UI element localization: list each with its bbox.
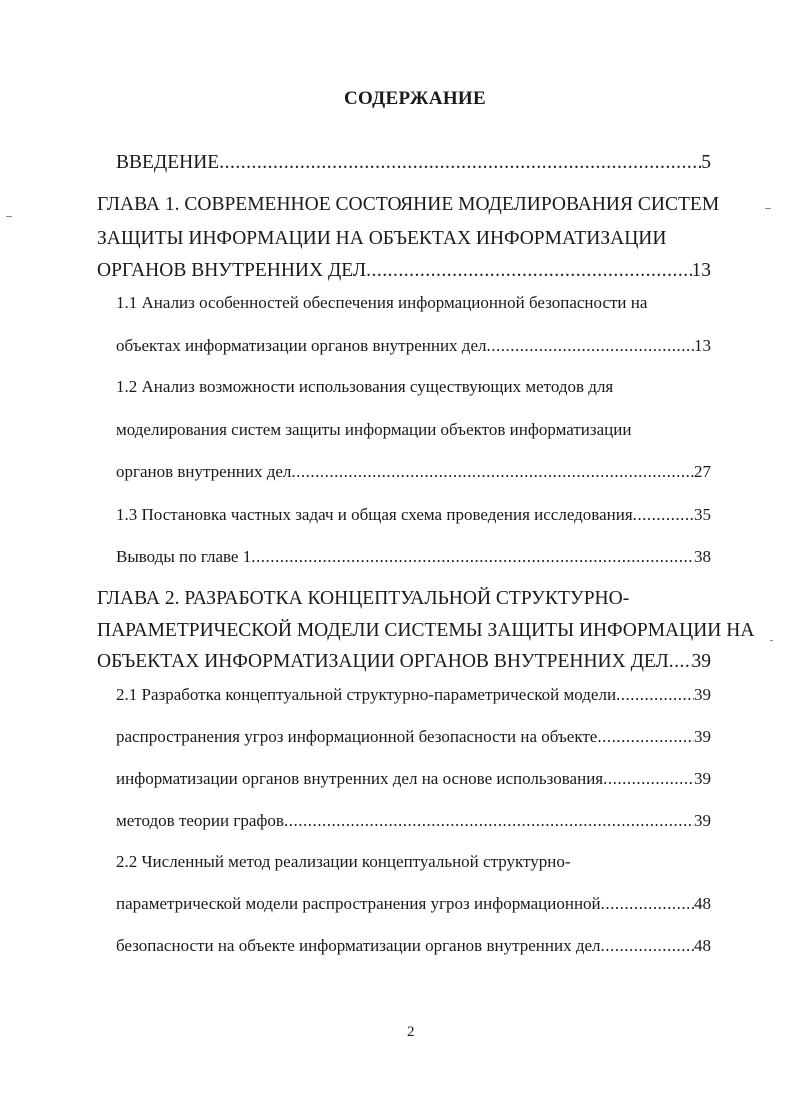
toc-entry-chapter2[interactable] <box>97 651 711 673</box>
toc-page-number: 48 <box>694 936 711 955</box>
toc-entry-section-2-2-line3[interactable] <box>116 936 711 956</box>
toc-entry-title: информатизации органов внутренних дел на основе использования <box>116 769 604 788</box>
dot-leader <box>486 336 694 356</box>
toc-page-number: 35 <box>694 505 711 524</box>
toc-entry-section-1-1[interactable] <box>116 336 711 356</box>
toc-entry-section-1-2[interactable] <box>116 462 711 482</box>
toc-entry-conclusions-1[interactable] <box>116 547 711 567</box>
dot-leader <box>603 769 694 789</box>
toc-entry-title: 2.1 Разработка концептуальной структурно-параметрической модели <box>116 685 617 704</box>
toc-entry-title: параметрической модели распространения угроз информационной <box>116 894 601 913</box>
scan-speck <box>765 208 771 209</box>
dot-leader <box>601 936 695 956</box>
toc-entry-title: безопасности на объекте информатизации органов внутренних дел <box>116 936 601 955</box>
toc-entry-introduction[interactable] <box>97 152 711 174</box>
dot-leader <box>601 894 694 914</box>
dot-leader <box>219 152 701 174</box>
toc-entry-title: распространения угроз информационной безопасности на объекте <box>116 727 598 746</box>
toc-page-number: 39 <box>694 685 711 704</box>
page-title: СОДЕРЖАНИЕ <box>344 88 486 109</box>
toc-entry-section-2-1-line2[interactable] <box>116 727 711 747</box>
page-number: 2 <box>407 1024 415 1040</box>
toc-entry-title: 1.3 Постановка частных задач и общая схема проведения исследования <box>116 505 633 524</box>
toc-page-number: 13 <box>694 336 711 355</box>
toc-page-number: 39 <box>694 769 711 788</box>
dot-leader <box>284 811 694 831</box>
toc-chapter2-line1[interactable]: ГЛАВА 2. РАЗРАБОТКА КОНЦЕПТУАЛЬНОЙ СТРУКТУРНО- <box>97 588 630 609</box>
dot-leader <box>669 651 692 673</box>
toc-section-1-2-line2[interactable]: моделирования систем защиты информации объектов информатизации <box>116 420 632 439</box>
toc-entry-title: методов теории графов <box>116 811 284 830</box>
toc-chapter1-line1[interactable]: ГЛАВА 1. СОВРЕМЕННОЕ СОСТОЯНИЕ МОДЕЛИРОВАНИЯ СИСТЕМ <box>97 194 720 215</box>
dot-leader <box>633 505 694 525</box>
toc-entry-section-1-3[interactable] <box>116 505 711 525</box>
toc-section-1-2-line1[interactable]: 1.2 Анализ возможности использования существующих методов для <box>116 377 614 396</box>
toc-page-number: 39 <box>691 651 711 672</box>
toc-page-number: 27 <box>694 462 711 481</box>
toc-chapter1-line2[interactable]: ЗАЩИТЫ ИНФОРМАЦИИ НА ОБЪЕКТАХ ИНФОРМАТИЗАЦИИ <box>97 228 667 249</box>
toc-page-number: 13 <box>691 260 711 281</box>
scan-speck <box>6 216 12 217</box>
toc-page-number: 38 <box>694 547 711 566</box>
toc-section-2-2-line1[interactable]: 2.2 Численный метод реализации концептуальной структурно- <box>116 852 571 871</box>
toc-entry-title: объектах информатизации органов внутренних дел <box>116 336 487 355</box>
toc-entry-section-2-1-line4[interactable] <box>116 811 711 831</box>
toc-page-number: 39 <box>694 727 711 746</box>
toc-entry-title: ВВЕДЕНИЕ <box>116 152 220 173</box>
toc-entry-title: Выводы по главе 1 <box>116 547 252 566</box>
toc-page-number: 39 <box>694 811 711 830</box>
toc-entry-chapter1[interactable] <box>97 260 711 282</box>
toc-entry-section-2-1-line3[interactable] <box>116 769 711 789</box>
dot-leader <box>616 685 694 705</box>
toc-section-1-1-line1[interactable]: 1.1 Анализ особенностей обеспечения информационной безопасности на <box>116 293 648 312</box>
toc-page-number: 48 <box>694 894 711 913</box>
toc-entry-section-2-2-line2[interactable] <box>116 894 711 914</box>
dot-leader <box>597 727 694 747</box>
toc-page-number: 5 <box>701 152 711 173</box>
scan-speck <box>770 640 773 641</box>
toc-entry-title: ОБЪЕКТАХ ИНФОРМАТИЗАЦИИ ОРГАНОВ ВНУТРЕННИХ ДЕЛ <box>97 651 669 672</box>
toc-chapter2-line2[interactable]: ПАРАМЕТРИЧЕСКОЙ МОДЕЛИ СИСТЕМЫ ЗАЩИТЫ ИНФОРМАЦИИ НА <box>97 620 755 641</box>
toc-entry-title: органов внутренних дел <box>116 462 292 481</box>
dot-leader <box>291 462 694 482</box>
dot-leader <box>366 260 691 282</box>
dot-leader <box>251 547 694 567</box>
toc-entry-section-2-1-line1[interactable] <box>116 685 711 705</box>
toc-entry-title: ОРГАНОВ ВНУТРЕННИХ ДЕЛ <box>97 260 367 281</box>
